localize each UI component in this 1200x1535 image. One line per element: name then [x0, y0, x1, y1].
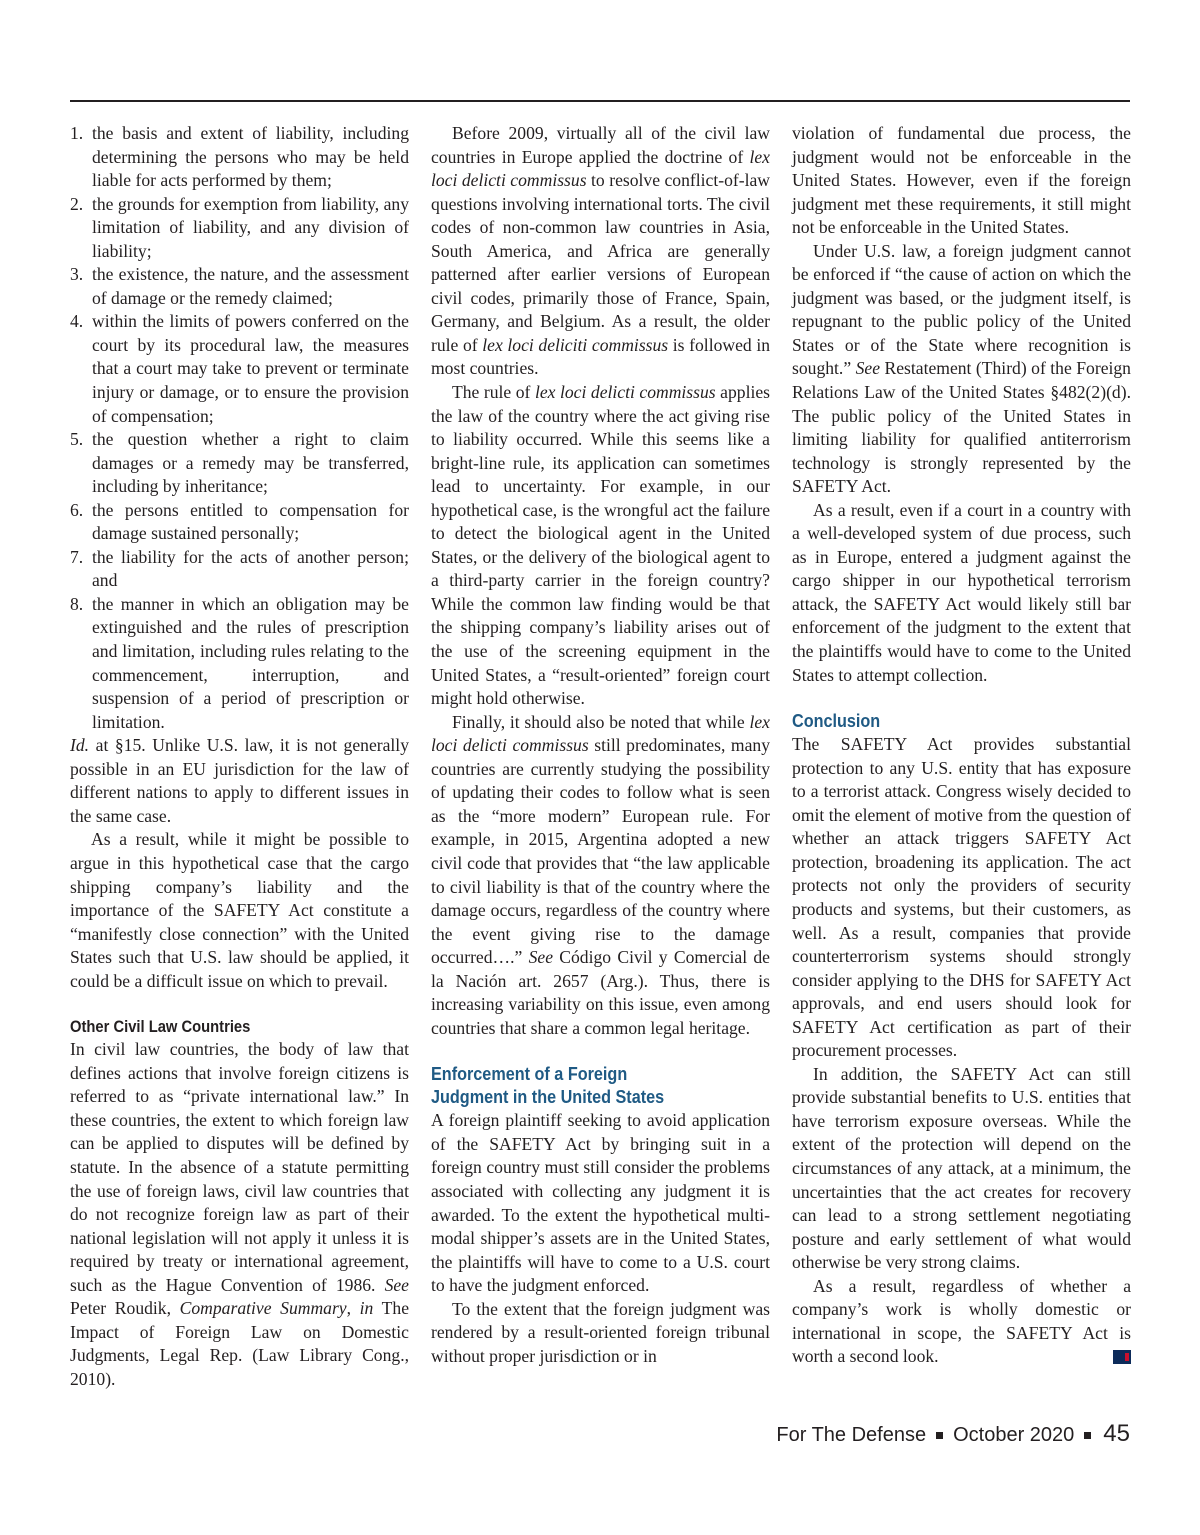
- numbered-list: [70, 122, 409, 734]
- list-item: 6. the persons entitled to compensation for damage sustained personally;: [70, 499, 409, 544]
- paragraph: As a result, even if a court in a country with a well-developed system of due process, such as in Europe, entered a judgment against the cargo shipper in our hypothetical terrorism attack, the SAFETY Act would likely still bar enforcement of the judgment to the extent that the plaintiffs would have to come to the United States to attempt collection.: [792, 499, 1131, 685]
- header-rule: [70, 100, 1130, 102]
- section-heading: Other Civil Law Countries: [70, 1018, 251, 1037]
- square-bullet-icon: [936, 1432, 943, 1439]
- list-item: 2. the grounds for exemption from liability, any limitation of liability, and any division of liability;: [70, 193, 409, 261]
- paragraph: As a result, regardless of whether a company’s work is wholly domestic or international in scope, the SAFETY Act is worth a second look. FD: [792, 1275, 1147, 1367]
- list-item: 8. the manner in which an obligation may be extinguished and the rules of prescription and limitation, including rules relating to the commencement, interruption, and suspension of a period of prescription or limitation.: [70, 593, 409, 732]
- square-bullet-icon: [1084, 1432, 1091, 1439]
- column-1: [70, 122, 409, 1391]
- issue-date: October 2020: [953, 1424, 1075, 1446]
- fd-end-mark-icon: FD: [1113, 1350, 1131, 1364]
- paragraph: In addition, the SAFETY Act can still provide substantial benefits to U.S. entities that have terrorism exposure overseas. While the extent of the protection will depend on the circumstances of any attack, at a minimum, the uncertainties that the act creates for recovery can lead to a strong settlement negotiating posture and early settlement of what would otherwise be very strong claims.: [792, 1063, 1131, 1273]
- paragraph: Id. at §15. Unlike U.S. law, it is not generally possible in an EU jurisdiction for the law of different nations to apply to different issues in the same case.: [70, 735, 409, 826]
- paragraph: The rule of lex loci delicti commissus applies the law of the country where the act giving rise to liability occurred. While this seems like a bright-line rule, its application can sometimes lead to uncertainty. For example, in our hypothetical case, is the wrongful act the failure to detect the biological agent in the United States, or the delivery of the biological agent to a third-party carrier in the foreign country? While the common law finding would be that the shipping company’s liability arises out of the use of the screening equipment in the United States, a “result-oriented” foreign court might hold otherwise.: [431, 382, 771, 709]
- paragraph: violation of fundamental due process, the judgment would not be enforceable in the United States. However, even if the foreign judgment met these requirements, it still might not be enforceable in the United States.: [792, 123, 1131, 238]
- paragraph: In civil law countries, the body of law that defines actions that involve foreign citizens is referred to as “private international law.” In these countries, the extent to which foreign law can be applied to disputes will be defined by statute. In the absence of a statute permitting the use of foreign laws, civil law countries that do not recognize foreign law as part of their national legislation will not apply it unless it is required by treaty or international agreement, such as the Hague Convention of 1986. See Peter Roudik, Comparative Summary, in The Impact of Foreign Law on Domestic Judgments, Legal Rep. (Law Library Cong., 2010).: [70, 1039, 410, 1389]
- paragraph: Before 2009, virtually all of the civil law countries in Europe applied the doctrine of lex loci delicti commissus to resolve conflict-of-law questions involving international torts. The civil codes of non-common law countries in Asia, South America, and Africa are generally patterned after earlier versions of European civil codes, primarily those of France, Spain, Germany, and Belgium. As a result, the older rule of lex loci deliciti commissus is followed in most countries.: [431, 123, 771, 379]
- section-heading: Conclusion: [792, 711, 881, 732]
- column-2: [431, 122, 770, 1368]
- page-number: 45: [1103, 1420, 1130, 1447]
- page-footer: [776, 1420, 1130, 1448]
- list-item: 5. the question whether a right to claim damages or a remedy may be transferred, including by inheritance;: [70, 429, 409, 497]
- paragraph: Finally, it should also be noted that while lex loci delicti commissus still predominates, many countries are currently studying the possibility of updating their codes to follow what is seen as the “more modern” European rule. For example, in 2015, Argentina adopted a new civil code that provides that “the law applicable to civil liability is that of the country where the damage occurs, regardless of the country where the event giving rise to the damage occurred….” See Código Civil y Comercial de la Nación art. 2657 (Arg.). Thus, there is increasing variability on this issue, even among countries that share a common legal heritage.: [431, 711, 770, 1038]
- list-item: 1. the basis and extent of liability, including determining the persons who may be held liable for acts performed by them;: [70, 123, 409, 191]
- paragraph: To the extent that the foreign judgment was rendered by a result-oriented foreign tribunal without proper jurisdiction or in: [431, 1298, 770, 1366]
- paragraph: Under U.S. law, a foreign judgment cannot be enforced if “the cause of action on which the judgment was based, or the judgment itself, is repugnant to the public policy of the United States or of the State where recognition is sought.” See Restatement (Third) of the Foreign Relations Law of the United States §482(2)(d). The public policy of the United States in limiting liability for qualified antiterrorism technology is strongly represented by the SAFETY Act.: [792, 240, 1131, 497]
- list-item: 4. within the limits of powers conferred on the court by its procedural law, the measures that a court may take to prevent or terminate injury or damage, or to ensure the provision of compensation;: [70, 311, 409, 426]
- column-3: [792, 122, 1147, 1369]
- paragraph: As a result, while it might be possible to argue in this hypothetical case that the cargo shipping company’s liability and the importance of the SAFETY Act constitute a “manifestly close connection” with the United States such that U.S. law should be applied, it could be a difficult issue on which to prevail.: [70, 829, 409, 991]
- publication-name: For The Defense: [776, 1424, 927, 1446]
- list-item: 3. the existence, the nature, and the assessment of damage or the remedy claimed;: [70, 264, 409, 308]
- list-item: 7. the liability for the acts of another person; and: [70, 546, 409, 591]
- paragraph: A foreign plaintiff seeking to avoid application of the SAFETY Act by bringing suit in a foreign country must still consider the problems associated with collecting any judgment it is awarded. To the extent the hypothetical multi-modal shipper’s assets are in the United States, the plaintiffs will have to come to a U.S. court to have the judgment enforced.: [431, 1110, 770, 1296]
- section-heading: Enforcement of a Foreign Judgment in the United States: [431, 1064, 665, 1108]
- paragraph: The SAFETY Act provides substantial protection to any U.S. entity that has exposure to a terrorist attack. Congress wisely decided to omit the element of motive from the question of whether an attack triggers SAFETY Act protection, broadening its application. The act protects not only the providers of security products and systems, but their customers, as well. As a result, companies that provide counterterrorism systems should strongly consider applying to the DHS for SAFETY Act approvals, and end users should look for SAFETY Act certification as part of their procurement processes.: [792, 734, 1131, 1061]
